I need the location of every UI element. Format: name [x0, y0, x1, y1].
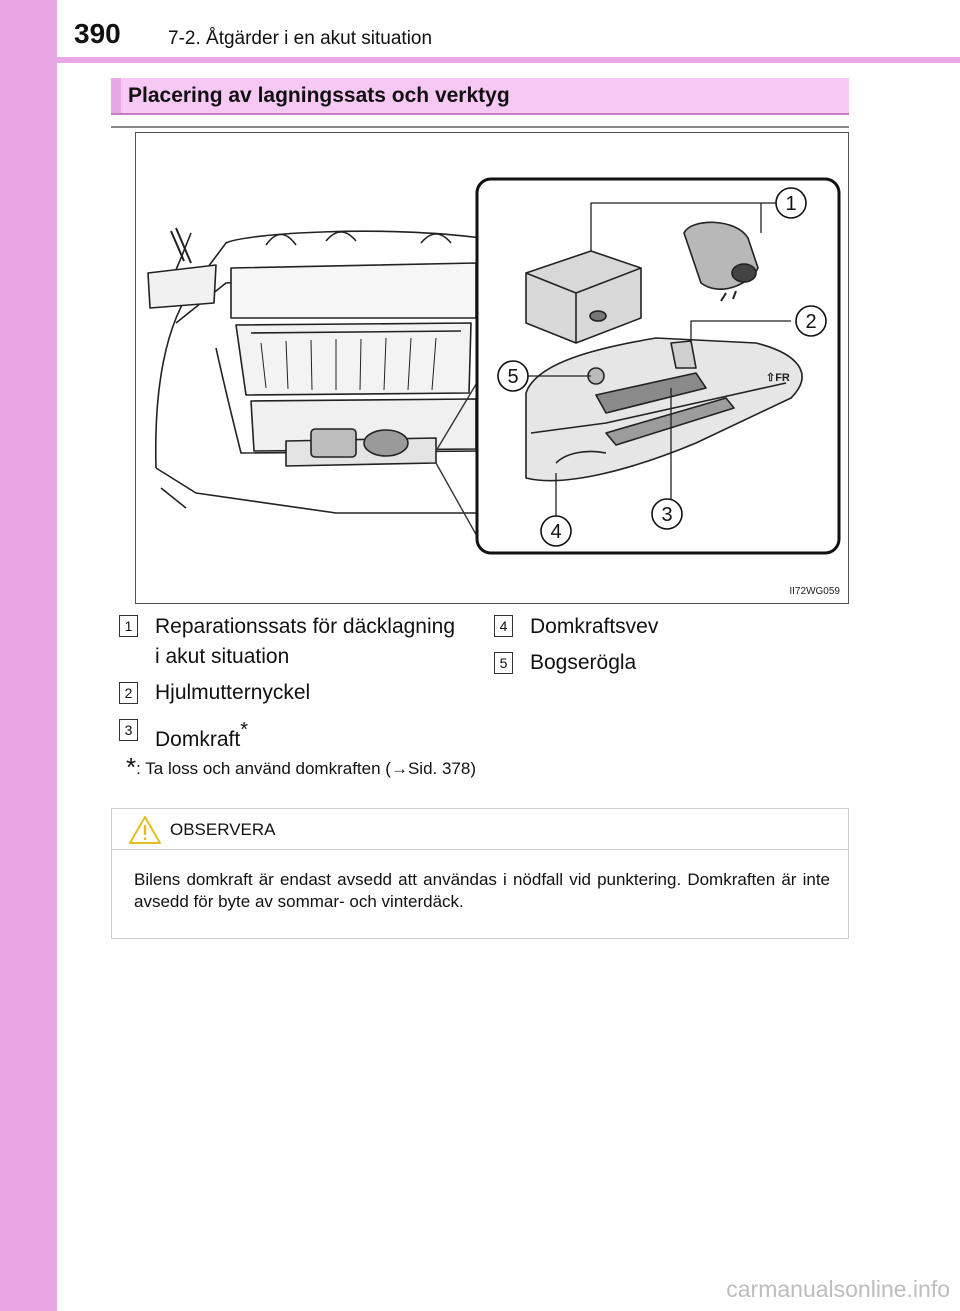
figure-code: II72WG059: [789, 586, 840, 597]
item-number-box: 2: [119, 682, 138, 704]
item-label-line1: Reparationssats för däcklagning: [155, 615, 456, 638]
watermark: carmanualsonline.info: [726, 1276, 950, 1302]
item-number-box: 3: [119, 719, 138, 741]
warning-triangle-icon: [128, 815, 162, 845]
illustration-figure: [135, 132, 849, 604]
callout-4: 4: [550, 521, 562, 543]
item-label-line2: i akut situation: [155, 645, 290, 668]
trunk-illustration: [136, 133, 849, 604]
item-label: Domkraft: [155, 728, 241, 751]
caution-header: [112, 809, 848, 850]
section-title: Placering av lagningssats och verktyg: [128, 84, 510, 107]
footnote-text: : Ta loss och använd domkraften (→Sid. 378): [136, 759, 476, 778]
caution-box: [111, 808, 849, 939]
chapter-title: 7-2. Åtgärder i en akut situation: [168, 28, 433, 49]
list-item: [155, 715, 248, 755]
caution-text: Bilens domkraft är endast avsedd att användas i nödfall vid punktering. Domkraften är inte avsedd för byte av sommar- och vinterdäck.: [134, 870, 830, 911]
header-rule: [57, 57, 960, 63]
callout-1: 1: [785, 193, 797, 215]
section-heading-accent: [111, 78, 121, 113]
figure-top-rule: [111, 126, 849, 128]
list-item: [155, 612, 455, 672]
list-item: Hjulmutternyckel: [155, 681, 311, 704]
item-number-box: 1: [119, 615, 138, 637]
callout-3: 3: [661, 504, 673, 526]
callout-2: 2: [805, 311, 817, 333]
svg-text:⇧FR: ⇧FR: [766, 372, 790, 384]
footnote-star: *: [126, 752, 137, 782]
item-number-box: 4: [494, 615, 513, 637]
callout-5: 5: [507, 366, 519, 388]
list-item: Domkraftsvev: [530, 615, 659, 638]
footnote-marker: *: [240, 719, 248, 741]
footnote: [126, 752, 476, 783]
item-number-box: 5: [494, 652, 513, 674]
sidebar-band: [0, 0, 57, 1311]
caution-title: OBSERVERA: [170, 820, 276, 839]
page-number: 390: [74, 18, 121, 49]
list-item: Bogserögla: [530, 651, 637, 674]
